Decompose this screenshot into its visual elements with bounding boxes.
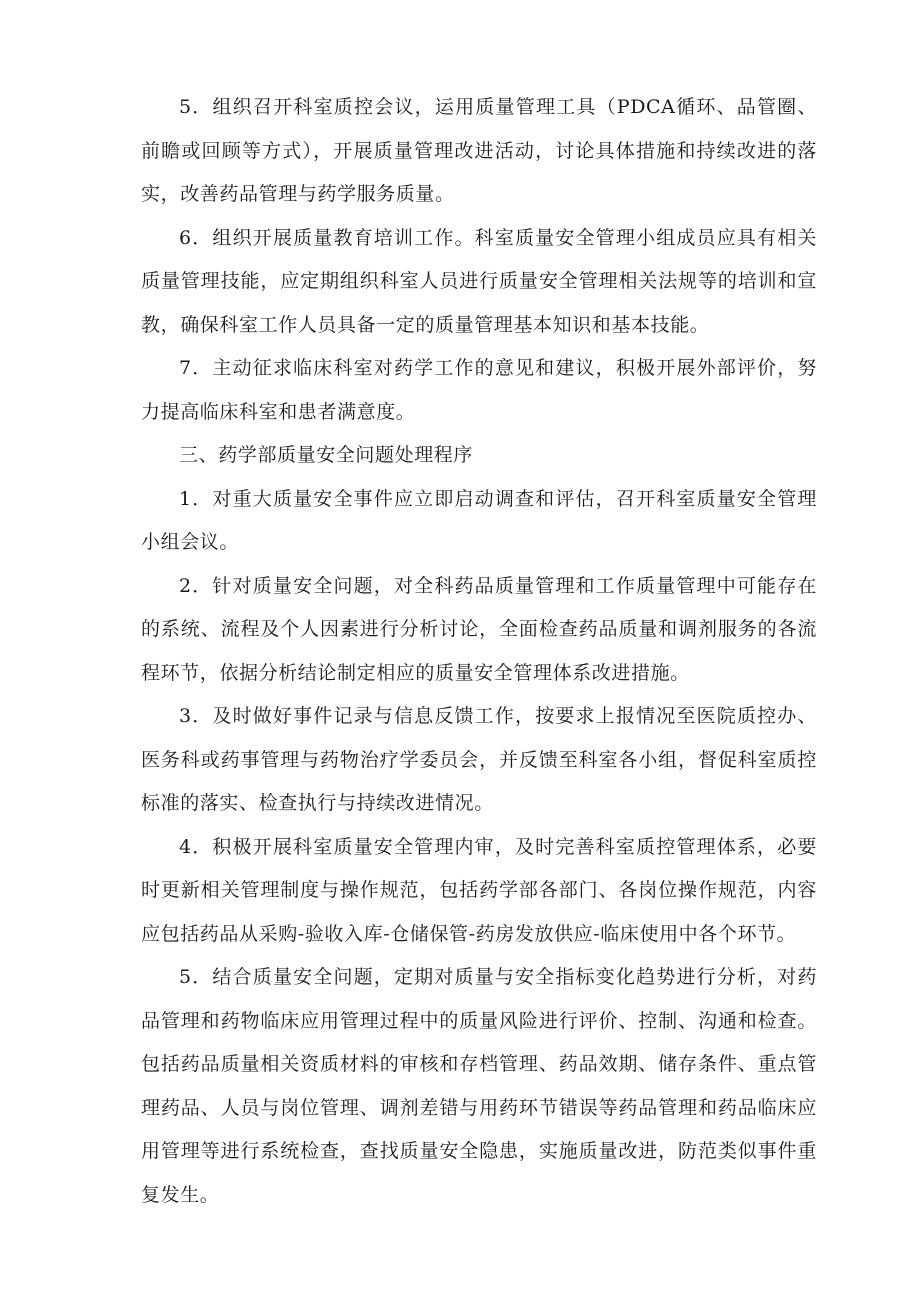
paragraph-item-1-investigation: 1．对重大质量安全事件应立即启动调查和评估，召开科室质量安全管理小组会议。 [141, 487, 817, 553]
paragraph-item-6-training: 6．组织开展质量教育培训工作。科室质量安全管理小组成员应具有相关质量管理技能，应定期组织科室人员进行质量安全管理相关法规等的培训和宣教，确保科室工作人员具备一定的质量管理基本知识和基本技能。 [141, 226, 817, 336]
document-body [141, 86, 817, 1217]
section-heading-3: 三、药学部质量安全问题处理程序 [179, 444, 474, 466]
paragraph-item-3-reporting: 3．及时做好事件记录与信息反馈工作，按要求上报情况至医院质控办、医务科或药事管理与药物治疗学委员会，并反馈至科室各小组，督促科室质控标准的落实、检查执行与持续改进情况。 [141, 705, 817, 814]
paragraph-item-7-feedback: 7．主动征求临床科室对药学工作的意见和建议，积极开展外部评价，努力提高临床科室和患者满意度。 [141, 357, 817, 423]
paragraph-item-2-analysis: 2．针对质量安全问题，对全科药品质量管理和工作质量管理中可能存在的系统、流程及个人因素进行分析讨论，全面检查药品质量和调剂服务的各流程环节，依据分析结论制定相应的质量安全管理体系改进措施。 [141, 574, 817, 684]
paragraph-item-5-risk-review: 5．结合质量安全问题，定期对质量与安全指标变化趋势进行分析，对药品管理和药物临床应用管理过程中的质量风险进行评价、控制、沟通和检查。包括药品质量相关资质材料的审核和存档管理、药品效期、储存条件、重点管理药品、人员与岗位管理、调剂差错与用药环节错误等药品管理和药品临床应用管理等进行系统检查，查找质量安全隐患，实施质量改进，防范类似事件重复发生。 [141, 966, 817, 1206]
paragraph-item-5-qc-meeting: 5．组织召开科室质控会议，运用质量管理工具（PDCA循环、品管圈、前瞻或回顾等方式），开展质量管理改进活动，讨论具体措施和持续改进的落实，改善药品管理与药学服务质量。 [141, 96, 817, 205]
paragraph-item-4-internal-audit: 4．积极开展科室质量安全管理内审，及时完善科室质控管理体系，必要时更新相关管理制度与操作规范，包括药学部各部门、各岗位操作规范，内容应包括药品从采购-验收入库-仓储保管-药房发放供应-临床使用中各个环节。 [141, 835, 817, 945]
